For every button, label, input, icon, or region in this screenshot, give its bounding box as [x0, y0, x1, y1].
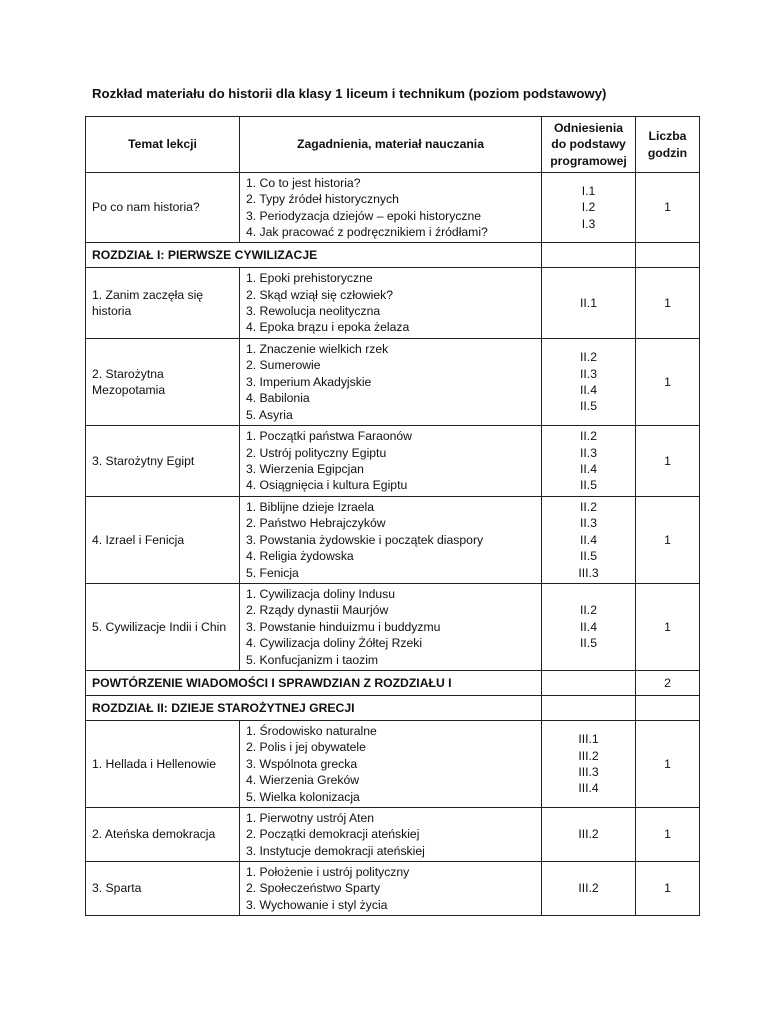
issue-item: 1. Początki państwa Faraonów — [246, 429, 412, 444]
curriculum-ref: I.1 — [581, 183, 596, 198]
issue-item: 5. Asyria — [246, 407, 293, 422]
curriculum-ref: II.2 — [580, 603, 597, 618]
issue-item: 3. Rewolucja neolityczna — [246, 304, 381, 318]
header-row — [86, 117, 700, 173]
section-hours: 2 — [636, 671, 700, 696]
curriculum-ref: II.4 — [580, 532, 597, 547]
issue-item: 2. Rządy dynastii Maurjów — [246, 603, 389, 618]
curriculum-ref: III.3 — [578, 565, 599, 580]
curriculum-refs — [542, 721, 636, 808]
header-hours-line: godzin — [647, 145, 688, 160]
issue-item: 3. Periodyzacja dziejów – epoki historyczne — [246, 208, 482, 223]
lesson-topic: 1. Hellada i Hellenowie — [86, 721, 240, 808]
curriculum-ref: II.3 — [580, 516, 597, 531]
issue-item: 1. Cywilizacja doliny Indusu — [246, 586, 396, 601]
issue-item: 2. Społeczeństwo Sparty — [246, 881, 381, 896]
header-issues: Zagadnienia, materiał nauczania — [240, 117, 542, 173]
section-hours — [636, 696, 700, 721]
lesson-hours: 1 — [636, 808, 700, 862]
curriculum-ref: II.3 — [580, 445, 597, 460]
curriculum-ref: I.2 — [581, 200, 596, 215]
lesson-hours: 1 — [636, 721, 700, 808]
lesson-hours: 1 — [636, 862, 700, 916]
issue-item: 2. Typy źródeł historycznych — [246, 192, 399, 207]
curriculum-refs — [542, 173, 636, 243]
lesson-issues — [240, 721, 542, 808]
header-hours — [636, 117, 700, 173]
lesson-topic: 2. Starożytna Mezopotamia — [86, 339, 240, 426]
lesson-row — [86, 584, 700, 671]
issue-item: 4. Wierzenia Greków — [246, 773, 360, 788]
issue-item: 1. Znaczenie wielkich rzek — [246, 341, 389, 356]
issue-item: 3. Wychowanie i styl życia — [246, 897, 388, 912]
lesson-hours: 1 — [636, 173, 700, 243]
header-topic: Temat lekcji — [86, 117, 240, 173]
section-title: ROZDZIAŁ I: PIERWSZE CYWILIZACJE — [86, 243, 542, 268]
issue-item: 4. Osiągnięcia i kultura Egiptu — [246, 478, 408, 493]
curriculum-ref: II.4 — [580, 462, 597, 476]
lesson-hours: 1 — [636, 497, 700, 584]
section-row — [86, 243, 700, 268]
section-title: POWTÓRZENIE WIADOMOŚCI I SPRAWDZIAN Z ROZDZIAŁU I — [86, 671, 542, 696]
lesson-row — [86, 721, 700, 808]
lesson-issues — [240, 862, 542, 916]
lesson-hours: 1 — [636, 268, 700, 339]
syllabus-table — [85, 116, 700, 916]
curriculum-refs — [542, 339, 636, 426]
curriculum-ref: II.5 — [580, 399, 597, 414]
issue-item: 1. Położenie i ustrój polityczny — [246, 864, 410, 879]
issue-item: 3. Imperium Akadyjskie — [246, 374, 372, 389]
lesson-row — [86, 497, 700, 584]
issue-item: 3. Powstania żydowskie i początek diaspory — [246, 532, 484, 547]
issue-item: 5. Fenicja — [246, 565, 299, 580]
issue-item: 4. Babilonia — [246, 391, 310, 406]
lesson-hours: 1 — [636, 426, 700, 497]
issue-item: 1. Biblijne dzieje Izraela — [246, 499, 375, 514]
section-row — [86, 671, 700, 696]
lesson-issues — [240, 497, 542, 584]
lesson-topic: Po co nam historia? — [86, 173, 240, 243]
header-refs-line: do podstawy — [551, 137, 626, 152]
issue-item: 2. Ustrój polityczny Egiptu — [246, 445, 387, 460]
curriculum-ref: III.2 — [578, 827, 599, 842]
page-title: Rozkład materiału do historii dla klasy 1 liceum i technikum (poziom podstawowy) — [92, 86, 607, 101]
issue-item: 4. Cywilizacja doliny Żółtej Rzeki — [246, 636, 423, 651]
issue-item: 4. Religia żydowska — [246, 549, 354, 564]
issue-item: 2. Skąd wziął się człowiek? — [246, 287, 393, 302]
issue-item: 2. Polis i jej obywatele — [246, 740, 366, 755]
header-refs-line: programowej — [550, 153, 627, 168]
section-row — [86, 696, 700, 721]
lesson-row — [86, 173, 700, 243]
issue-item: 3. Instytucje demokracji ateńskiej — [246, 843, 425, 858]
issue-item: 4. Epoka brązu i epoka żelaza — [246, 320, 410, 335]
lesson-topic: 2. Ateńska demokracja — [86, 808, 240, 862]
curriculum-ref: III.3 — [578, 765, 599, 779]
curriculum-refs — [542, 862, 636, 916]
curriculum-ref: II.2 — [580, 499, 597, 514]
lesson-hours: 1 — [636, 584, 700, 671]
lesson-issues — [240, 173, 542, 243]
issue-item: 5. Konfucjanizm i taozim — [246, 652, 379, 667]
curriculum-refs — [542, 268, 636, 339]
issue-item: 2. Sumerowie — [246, 358, 321, 373]
issue-item: 2. Początki demokracji ateńskiej — [246, 827, 420, 842]
lesson-row — [86, 808, 700, 862]
curriculum-ref: II.4 — [580, 619, 597, 634]
curriculum-ref: III.2 — [578, 881, 599, 896]
lesson-row — [86, 268, 700, 339]
section-hours — [636, 243, 700, 268]
issue-item: 1. Co to jest historia? — [246, 175, 361, 190]
section-refs-cell — [542, 696, 636, 721]
curriculum-refs — [542, 497, 636, 584]
issue-item: 4. Jak pracować z podręcznikiem i źródłami? — [246, 224, 488, 239]
lesson-topic: 4. Izrael i Fenicja — [86, 497, 240, 584]
issue-item: 2. Państwo Hebrajczyków — [246, 516, 386, 531]
curriculum-ref: I.3 — [581, 216, 596, 231]
curriculum-ref: II.5 — [580, 478, 597, 493]
lesson-topic: 1. Zanim zaczęła się historia — [86, 268, 240, 339]
issue-item: 1. Epoki prehistoryczne — [246, 271, 373, 286]
curriculum-ref: II.4 — [580, 383, 597, 397]
lesson-hours: 1 — [636, 339, 700, 426]
table-body — [86, 173, 700, 916]
issue-item: 1. Środowisko naturalne — [246, 723, 377, 738]
header-hours-line: Liczba — [648, 129, 687, 144]
issue-item: 3. Wierzenia Egipcjan — [246, 462, 364, 476]
issue-item: 1. Pierwotny ustrój Aten — [246, 810, 375, 825]
curriculum-ref: II.5 — [580, 636, 597, 651]
lesson-issues — [240, 584, 542, 671]
curriculum-ref: II.1 — [580, 295, 597, 310]
curriculum-ref: III.4 — [578, 781, 599, 796]
curriculum-ref: II.3 — [580, 366, 597, 381]
lesson-topic: 5. Cywilizacje Indii i Chin — [86, 584, 240, 671]
lesson-row — [86, 426, 700, 497]
lesson-topic: 3. Starożytny Egipt — [86, 426, 240, 497]
issue-item: 3. Powstanie hinduizmu i buddyzmu — [246, 619, 441, 634]
issue-item: 5. Wielka kolonizacja — [246, 789, 360, 804]
lesson-issues — [240, 808, 542, 862]
curriculum-refs — [542, 426, 636, 497]
curriculum-ref: II.5 — [580, 549, 597, 564]
header-refs — [542, 117, 636, 173]
curriculum-ref: III.2 — [578, 748, 599, 763]
header-refs-line: Odniesienia — [553, 120, 624, 135]
section-refs-cell — [542, 671, 636, 696]
lesson-topic: 3. Sparta — [86, 862, 240, 916]
lesson-issues — [240, 339, 542, 426]
section-refs-cell — [542, 243, 636, 268]
lesson-issues — [240, 426, 542, 497]
curriculum-ref: III.1 — [578, 732, 599, 747]
issue-item: 3. Wspólnota grecka — [246, 756, 358, 771]
section-title: ROZDZIAŁ II: DZIEJE STAROŻYTNEJ GRECJI — [86, 696, 542, 721]
lesson-row — [86, 862, 700, 916]
curriculum-refs — [542, 808, 636, 862]
curriculum-ref: II.2 — [580, 429, 597, 444]
curriculum-refs — [542, 584, 636, 671]
lesson-row — [86, 339, 700, 426]
lesson-issues — [240, 268, 542, 339]
curriculum-ref: II.2 — [580, 350, 597, 365]
